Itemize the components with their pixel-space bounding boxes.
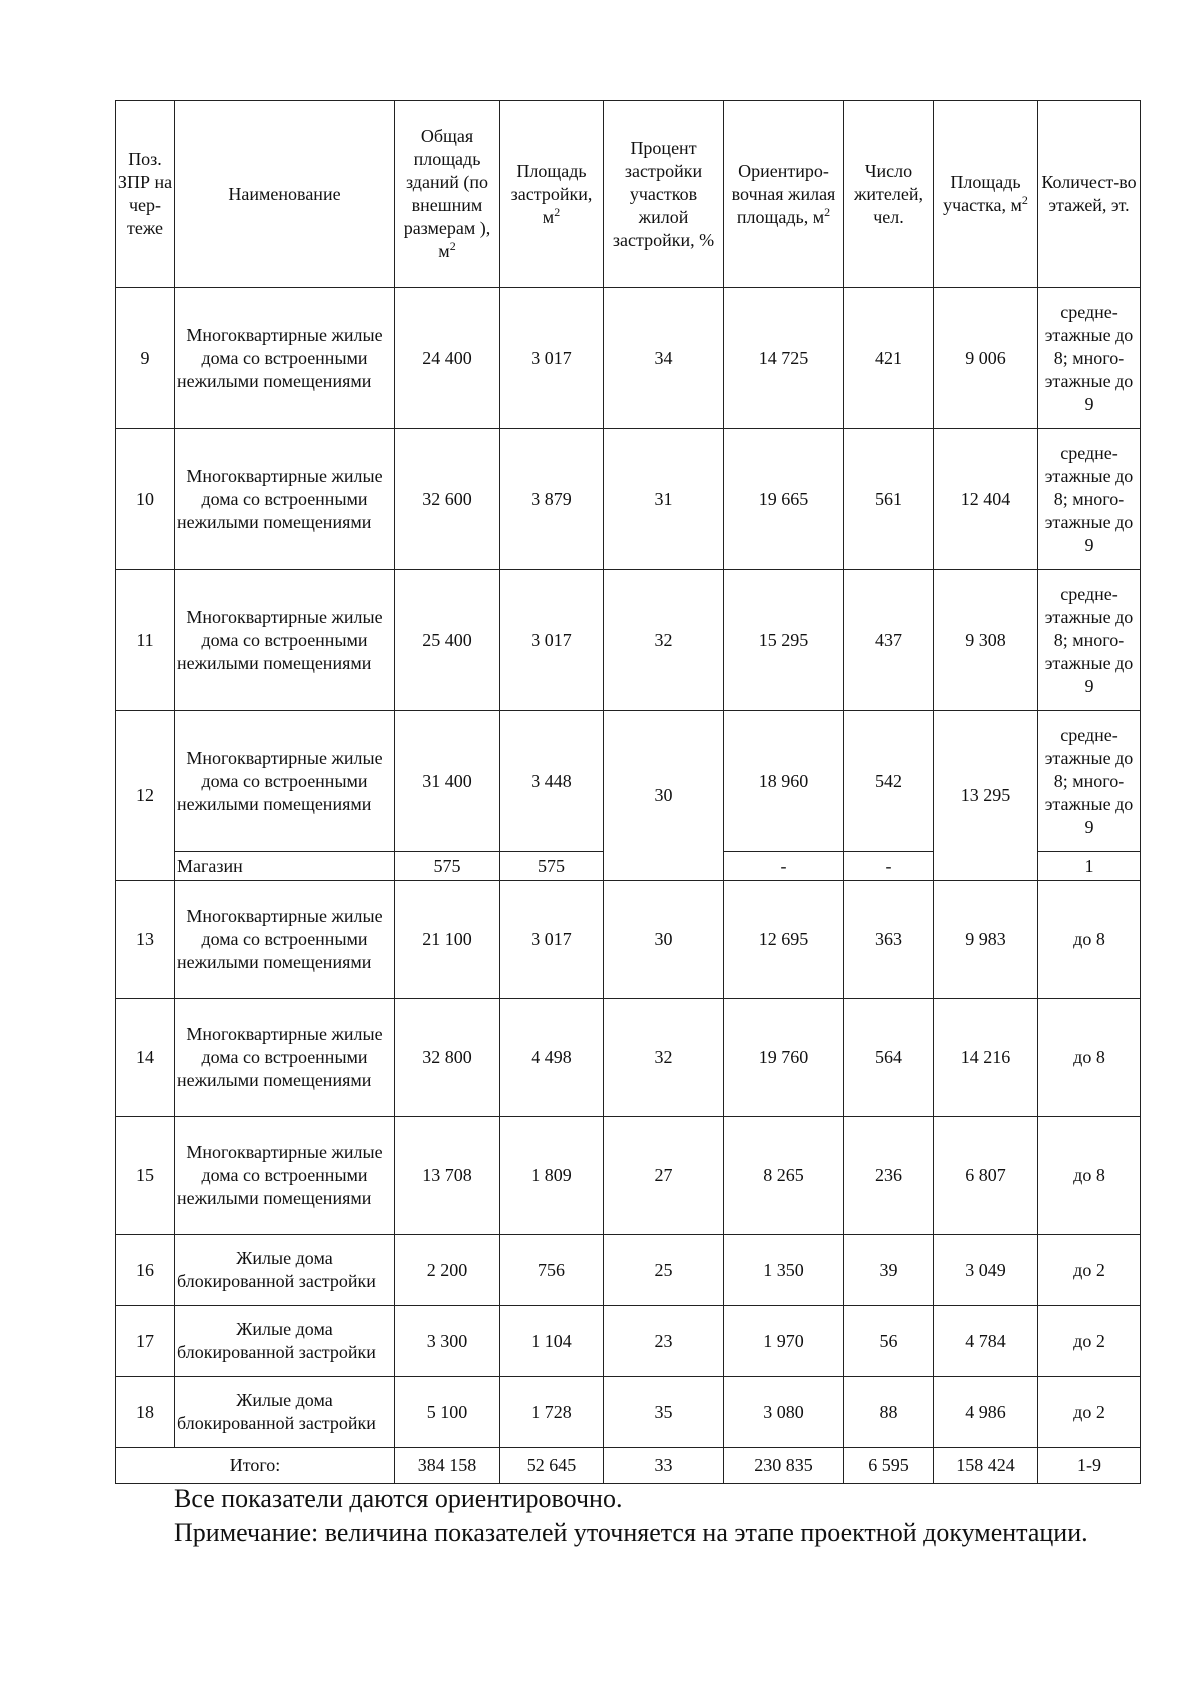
- table-row: [116, 1377, 1141, 1448]
- cell-name: Многоквартирные жилые дома со встроенными нежилыми помещениями: [175, 1117, 395, 1235]
- cell-pos: 12: [116, 711, 175, 881]
- cell-living-area: 19 665: [724, 429, 844, 570]
- cell-percent: 30: [604, 711, 724, 881]
- cell-percent: 27: [604, 1117, 724, 1235]
- cell-building-area: 575: [500, 852, 604, 881]
- indicators-table: [115, 100, 1141, 1484]
- header-total-area: Общая площадь зданий (по внешним размерам ), $м^2$: [395, 101, 500, 288]
- table-row: [116, 1117, 1141, 1235]
- total-building-area: 52 645: [500, 1448, 604, 1484]
- cell-total-area: 575: [395, 852, 500, 881]
- cell-pos: 17: [116, 1306, 175, 1377]
- cell-name: Многоквартирные жилые дома со встроенными нежилыми помещениями: [175, 881, 395, 999]
- cell-residents: 363: [844, 881, 934, 999]
- header-pos: Поз. ЗПР на чер-теже: [116, 101, 175, 288]
- cell-name: Многоквартирные жилые дома со встроенными нежилыми помещениями: [175, 429, 395, 570]
- cell-floors: средне-этажные до 8; много-этажные до 9: [1038, 570, 1141, 711]
- note-remark: Примечание: величина показателей уточняется на этапе проектной документации.: [174, 1518, 1088, 1547]
- cell-total-area: 2 200: [395, 1235, 500, 1306]
- cell-percent: 32: [604, 999, 724, 1117]
- cell-pos: 16: [116, 1235, 175, 1306]
- cell-pos: 11: [116, 570, 175, 711]
- cell-floors: средне-этажные до 8; много-этажные до 9: [1038, 288, 1141, 429]
- cell-building-area: 3 879: [500, 429, 604, 570]
- cell-building-area: 4 498: [500, 999, 604, 1117]
- cell-plot-area: 4 784: [934, 1306, 1038, 1377]
- note-approximate: Все показатели даются ориентировочно.: [174, 1484, 623, 1513]
- cell-total-area: 24 400: [395, 288, 500, 429]
- table-row: [116, 711, 1141, 852]
- total-plot-area: 158 424: [934, 1448, 1038, 1484]
- cell-residents: 564: [844, 999, 934, 1117]
- cell-floors: средне-этажные до 8; много-этажные до 9: [1038, 711, 1141, 852]
- total-living-area: 230 835: [724, 1448, 844, 1484]
- cell-plot-area: 14 216: [934, 999, 1038, 1117]
- cell-percent: 35: [604, 1377, 724, 1448]
- cell-name: Жилые дома блокированной застройки: [175, 1306, 395, 1377]
- cell-floors: до 2: [1038, 1235, 1141, 1306]
- cell-pos: 15: [116, 1117, 175, 1235]
- cell-building-area: 756: [500, 1235, 604, 1306]
- cell-plot-area: 9 006: [934, 288, 1038, 429]
- cell-building-area: 3 017: [500, 881, 604, 999]
- cell-building-area: 1 809: [500, 1117, 604, 1235]
- cell-residents: 561: [844, 429, 934, 570]
- total-total-area: 384 158: [395, 1448, 500, 1484]
- cell-name: Многоквартирные жилые дома со встроенными нежилыми помещениями: [175, 288, 395, 429]
- cell-residents: 437: [844, 570, 934, 711]
- total-percent: 33: [604, 1448, 724, 1484]
- cell-floors: до 8: [1038, 999, 1141, 1117]
- cell-residents: -: [844, 852, 934, 881]
- cell-total-area: 5 100: [395, 1377, 500, 1448]
- cell-total-area: 32 600: [395, 429, 500, 570]
- cell-building-area: 3 017: [500, 570, 604, 711]
- table-row: [116, 881, 1141, 999]
- cell-plot-area: 13 295: [934, 711, 1038, 881]
- cell-residents: 56: [844, 1306, 934, 1377]
- header-plot-area: Площадь участка, $м^2$: [934, 101, 1038, 288]
- total-floors: 1-9: [1038, 1448, 1141, 1484]
- table-row: [116, 570, 1141, 711]
- table-row: [116, 288, 1141, 429]
- cell-living-area: 18 960: [724, 711, 844, 852]
- cell-percent: 32: [604, 570, 724, 711]
- cell-floors: до 2: [1038, 1377, 1141, 1448]
- cell-percent: 25: [604, 1235, 724, 1306]
- table-row: [116, 429, 1141, 570]
- header-name: Наименование: [175, 101, 395, 288]
- cell-plot-area: 3 049: [934, 1235, 1038, 1306]
- cell-percent: 23: [604, 1306, 724, 1377]
- cell-name: Жилые дома блокированной застройки: [175, 1235, 395, 1306]
- cell-pos: 9: [116, 288, 175, 429]
- cell-pos: 18: [116, 1377, 175, 1448]
- table-row: [116, 1235, 1141, 1306]
- cell-living-area: 1 970: [724, 1306, 844, 1377]
- table-row: [116, 999, 1141, 1117]
- cell-residents: 542: [844, 711, 934, 852]
- cell-total-area: 3 300: [395, 1306, 500, 1377]
- cell-name: Многоквартирные жилые дома со встроенными нежилыми помещениями: [175, 711, 395, 852]
- cell-floors: средне-этажные до 8; много-этажные до 9: [1038, 429, 1141, 570]
- cell-name: Многоквартирные жилые дома со встроенными нежилыми помещениями: [175, 999, 395, 1117]
- cell-building-area: 1 104: [500, 1306, 604, 1377]
- cell-name: Многоквартирные жилые дома со встроенными нежилыми помещениями: [175, 570, 395, 711]
- cell-total-area: 25 400: [395, 570, 500, 711]
- cell-building-area: 3 448: [500, 711, 604, 852]
- cell-living-area: 14 725: [724, 288, 844, 429]
- cell-pos: 10: [116, 429, 175, 570]
- cell-floors: 1: [1038, 852, 1141, 881]
- cell-residents: 88: [844, 1377, 934, 1448]
- cell-living-area: 3 080: [724, 1377, 844, 1448]
- cell-living-area: 1 350: [724, 1235, 844, 1306]
- cell-residents: 421: [844, 288, 934, 429]
- cell-living-area: 15 295: [724, 570, 844, 711]
- cell-floors: до 8: [1038, 881, 1141, 999]
- cell-name: Жилые дома блокированной застройки: [175, 1377, 395, 1448]
- cell-building-area: 1 728: [500, 1377, 604, 1448]
- cell-plot-area: 9 983: [934, 881, 1038, 999]
- cell-percent: 31: [604, 429, 724, 570]
- header-floors: Количест-во этажей, эт.: [1038, 101, 1141, 288]
- cell-building-area: 3 017: [500, 288, 604, 429]
- header-building-area: Площадь застройки, $м^2$: [500, 101, 604, 288]
- cell-pos: 14: [116, 999, 175, 1117]
- cell-living-area: 12 695: [724, 881, 844, 999]
- table-row: [116, 1306, 1141, 1377]
- header-row: [116, 101, 1141, 288]
- cell-floors: до 8: [1038, 1117, 1141, 1235]
- cell-plot-area: 6 807: [934, 1117, 1038, 1235]
- cell-plot-area: 4 986: [934, 1377, 1038, 1448]
- total-label: Итого:: [116, 1448, 395, 1484]
- cell-total-area: 13 708: [395, 1117, 500, 1235]
- cell-floors: до 2: [1038, 1306, 1141, 1377]
- cell-pos: 13: [116, 881, 175, 999]
- total-row: [116, 1448, 1141, 1484]
- cell-plot-area: 9 308: [934, 570, 1038, 711]
- header-living-area: Ориентиро-вочная жилая площадь, $м^2$: [724, 101, 844, 288]
- cell-living-area: 8 265: [724, 1117, 844, 1235]
- cell-total-area: 32 800: [395, 999, 500, 1117]
- cell-percent: 30: [604, 881, 724, 999]
- cell-name: Магазин: [175, 852, 395, 881]
- cell-plot-area: 12 404: [934, 429, 1038, 570]
- cell-living-area: 19 760: [724, 999, 844, 1117]
- cell-total-area: 31 400: [395, 711, 500, 852]
- header-residents: Число жителей, чел.: [844, 101, 934, 288]
- cell-total-area: 21 100: [395, 881, 500, 999]
- total-residents: 6 595: [844, 1448, 934, 1484]
- header-percent: Процент застройки участков жилой застройки, %: [604, 101, 724, 288]
- cell-residents: 39: [844, 1235, 934, 1306]
- cell-living-area: -: [724, 852, 844, 881]
- cell-residents: 236: [844, 1117, 934, 1235]
- cell-percent: 34: [604, 288, 724, 429]
